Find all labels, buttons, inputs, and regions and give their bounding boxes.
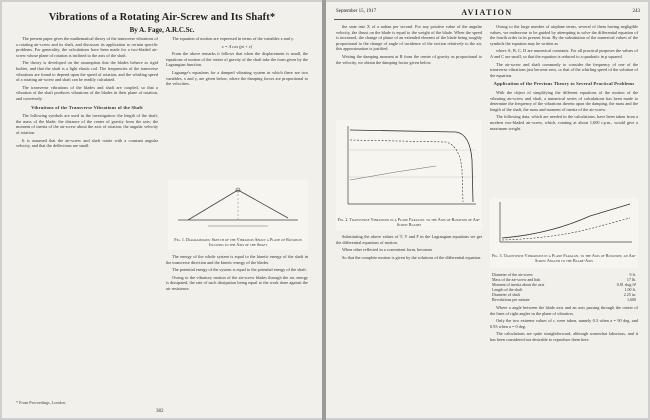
paragraph: From the above remarks it follows that when the displacement is small, the equations of motion of the center of gravity of the shaft take the form given by the Lagrangian function.	[166, 51, 308, 68]
equation: x = A cos (pt + e)	[221, 43, 253, 49]
right-col-1-continued	[336, 234, 482, 262]
row-value: 17 lb.	[626, 277, 636, 282]
paragraph: The transverse vibrations of the blades and shaft are coupled, so that a vibration of the shaft produces vibrations of the blades in their plane of rotation, and conversely.	[16, 84, 158, 101]
paragraph: The following symbols are used in the investigation: the length of the shaft; the mass of the blade; the distance of the center of gravity from the axis; the moment of inertia of the air-screw about the axis of rotation; the angular velocity of rotation.	[16, 113, 158, 135]
row-value: 2.25 in.	[623, 292, 636, 297]
paragraph: The present paper gives the mathematical theory of the transverse vibrations of a rotating air-screw and its shaft, and discusses its application to certain specific problems. For generality, the calculations have been made for a two-bladed air-screw whose plane of rotation is inclined to the axis of the shaft.	[16, 36, 158, 58]
row-label: Mass of the air-screw and hub	[492, 277, 541, 282]
section-heading: Application of the Previous Theory to Several Practical Problems	[493, 81, 635, 87]
section-heading: Vibrations of the Transverse Vibrations of the Shaft	[31, 104, 143, 110]
paragraph: Lagrange's equations for a damped vibrating system in which there are two variables, x and y, are given below, where the damping forces are proportional to the velocities.	[166, 69, 308, 87]
paragraph: Substituting the above values of T, V and F in the Lagrangian equations we get the differential equations of motion.	[336, 234, 482, 245]
paragraph: The energy of the whole system is equal to the kinetic energy of the shaft in the transverse direction and the kinetic energy of the blades.	[166, 254, 308, 265]
header-title: AVIATION	[461, 8, 513, 17]
figure-2-caption: Fig. 2. Transverse Vibrations in a Plane Parallel to the Axis of Rotation of Air-Screw Blades	[337, 217, 481, 227]
left-col-2-continued	[166, 254, 308, 294]
header-page-number: 243	[632, 9, 640, 14]
right-page	[326, 2, 648, 418]
figure-2	[336, 120, 482, 230]
row-value: 1,600	[627, 297, 636, 302]
paragraph: With the object of simplifying the different equations of the motion of the vibrating air-screw and shaft, a numerical series of calculations has been made to determine the frequency of the vibrations therein upon the damping, the mass and the length of the shaft, the mass and moment of inertia of the air-screw.	[490, 89, 638, 112]
paragraph: The potential energy of the system is equal to the potential energy of the shaft.	[172, 267, 307, 273]
paragraph: The following data, which are needed in the calculations, have been taken from a modern two-bladed air-screw, which, rotating at about 1,600 r.p.m., would give a maximum weight.	[490, 114, 638, 131]
paragraph: where A, B, C, D are numerical constants. For all practical purposes the values of A and C are small, so that the equation is reduced to a quadratic in p squared.	[490, 48, 638, 59]
row-label: Length of the shaft	[492, 287, 523, 292]
table-row	[490, 297, 638, 302]
paragraph: The equation of motion are expressed in terms of the variables x and y.	[172, 36, 294, 41]
article-title: Vibrations of a Rotating Air-Screw and Its Shaft*	[48, 12, 276, 23]
paragraph: The air-screw and shaft commonly to consider the frequency of one of the transverse vibrations just become zero, or that of the whirling speed of the solution of the equation.	[490, 61, 638, 78]
figure-3-caption: Fig. 3. Transverse Vibrations in a Plane Parallel to the Axis of Rotation; an Air-Screw Angled to the Blade-Axis	[491, 253, 637, 263]
figure-1-caption: Fig. 1. Diagrammatic Sketch of the Vibration About a Plane of Rotation Inclined to the Axis of the Shaft	[174, 237, 302, 247]
header-rule	[334, 19, 640, 20]
data-table	[490, 272, 638, 302]
paragraph: the state into X of a radian per second. For any positive value of the angular velocity, the thrust on the blade is equal to the weight of the blade. When the speed is increased, the change of phase of an extended element of the blade being roughly proportional to the change of angle of incidence of the section relatively to the air, this approximation is justified.	[336, 24, 482, 52]
right-col-1	[336, 24, 482, 67]
row-label: Diameter of the air-screw	[492, 272, 533, 277]
paragraph: The calculations are quite straightforward, although somewhat laborious, and it has been considered not desirable to reproduce them here.	[490, 331, 638, 342]
left-col-2	[166, 36, 308, 89]
footnote: * From Proceedings, London.	[16, 400, 66, 405]
paragraph: The theory is developed on the assumption that the blades behave as rigid bodies, and that the shaft is a light elastic rod. The frequencies of the transverse vibrations are found to depend upon the speed of rotation, and the whirling speed of a rotating air-screw and shaft can be readily calculated.	[16, 60, 158, 83]
right-col-2	[490, 24, 638, 133]
row-label: Revolutions per minute	[492, 297, 530, 302]
row-value: 9 ft.	[629, 272, 636, 277]
row-label: Moment of inertia about the axis	[492, 282, 545, 287]
paragraph: It is assumed that the air-screw and shaft rotate with a constant angular velocity, and that the deflections are small.	[16, 137, 158, 149]
left-page	[2, 2, 322, 418]
paragraph: Writing the damping moment at R from the center of gravity as proportional to the velocity, we obtain the damping factor given below.	[336, 53, 482, 65]
row-value: 1.00 ft.	[624, 287, 636, 292]
paragraph: So that the complete motion is given by the solutions of the differential equation.	[342, 254, 482, 260]
row-value: 0.81 slug ft²	[616, 282, 636, 287]
paragraph: Where a angle between the blade axis and an axis passing through the center of the lines of right angles in the plane of vibration.	[490, 305, 638, 316]
paragraph: Owing to the large number of airplane terms, several of them having negligible values, we endeavour to be guided by attempting to solve the differential equation of the fourth order in its present form. By the substitution of the numerical values of the symbols the equation may be written as	[490, 24, 638, 46]
row-label: Diameter of shaft	[492, 292, 520, 297]
figure-3-graph	[490, 198, 638, 248]
figure-2-graph	[336, 120, 482, 212]
header-date: September 15, 1917	[336, 9, 377, 14]
article-byline: By A. Fage, A.R.C.Sc.	[129, 26, 195, 34]
figure-1	[168, 180, 308, 250]
page-number: 382	[156, 409, 164, 414]
paragraph: Owing to the vibratory motion of the air-screw blades through the air, energy is dissipated, the rate of such dissipation being equal to the work done against the air resistance.	[166, 274, 308, 291]
paragraph: When other reflected in a convenient form, becomes	[342, 247, 433, 253]
paragraph: Only the two extreme values of r, were taken, namely 0.3 when a = 90 deg. and 0.93 when a = 0 deg.	[490, 318, 638, 329]
left-col-1	[16, 36, 158, 151]
right-col-2-table	[490, 272, 638, 345]
figure-3	[490, 198, 638, 268]
figure-1-diagram	[168, 180, 308, 232]
